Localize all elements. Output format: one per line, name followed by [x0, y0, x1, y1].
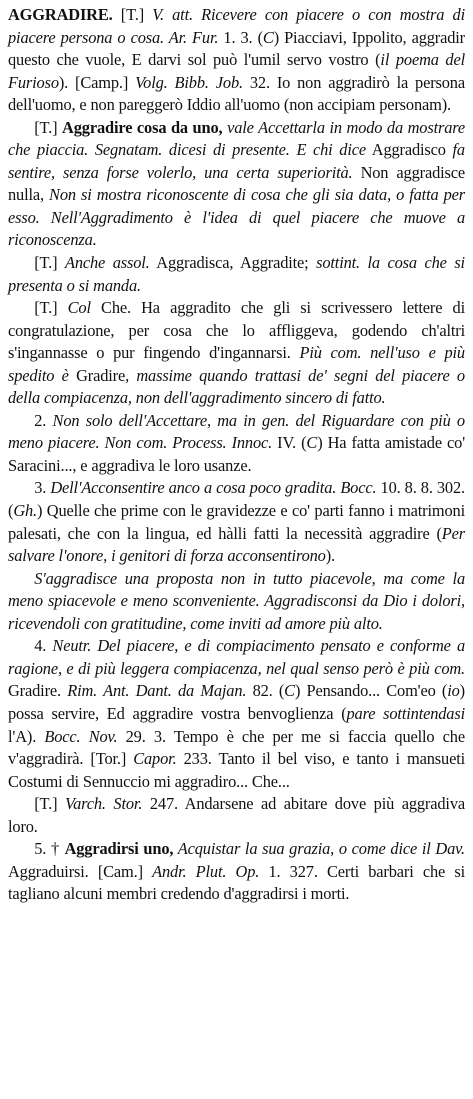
italic-text: Rim. Ant. Dant. da Majan.	[67, 681, 247, 701]
italic-text: il poema del Furioso	[8, 50, 465, 92]
entry-paragraph-4	[8, 297, 465, 410]
body-text: ) Pensando... Com'eo (	[294, 681, 448, 701]
italic-text: Anche assol.	[64, 253, 150, 273]
italic-text: Andr. Plut. Op.	[152, 861, 260, 881]
body-text: 247. Andarsene ad abitare dove più aggradiva loro.	[8, 794, 465, 836]
italic-text: S'aggradisce una proposta non in tutto piacevole, ma come la meno spiacevole e meno sconveniente. Aggradisconsi da Dio i dolori, ricevendoli con gratitudine, come inviti ad amore più alto.	[8, 568, 465, 633]
italic-text: Dell'Acconsentire anco a cosa poco gradita. Bocc.	[50, 478, 377, 498]
headword-text: Aggradirsi uno,	[64, 839, 174, 859]
italic-text: fa sentire, senza forse volerlo, una certa superiorità.	[8, 140, 465, 182]
body-text: 1. 3. (	[218, 27, 263, 47]
italic-text: V. att. Ricevere con piacere o con mostra di piacere persona o cosa. Ar. Fur.	[8, 5, 465, 47]
body-text: ) Piacciavi, Ippolito, aggradir questo che vuole, E darvi sol può l'umil servo vostro (	[8, 27, 465, 70]
body-text: [T.]	[34, 253, 65, 273]
italic-text: C	[306, 433, 318, 453]
body-text: 32. Io non aggradirò la persona dell'uomo, e non pareggerò Iddio all'uomo (non accipiam personam).	[8, 72, 465, 115]
italic-text: Col	[67, 298, 91, 318]
body-text: [T.]	[34, 298, 68, 318]
body-text: [T.]	[34, 794, 66, 814]
body-text: Che. Ha aggradito che gli si scrivessero lettere di congratulazione, per cosa che lo affliggeva, godendo ch'altri s'ingannasse o pur fingendo d'ingannarsi.	[8, 298, 465, 363]
body-text: [T.]	[34, 117, 63, 137]
italic-text: C	[262, 27, 274, 47]
body-text: 10. 8. 8. 302. (	[8, 478, 465, 521]
italic-text: Varch. Stor.	[65, 794, 143, 814]
body-text: ).	[325, 546, 335, 566]
body-text: 4.	[34, 636, 53, 656]
entry-paragraph-1	[8, 4, 465, 117]
body-text: Aggraduirsi. [Cam.]	[8, 861, 153, 881]
entry-paragraph-7	[8, 568, 465, 636]
entry-paragraph-6	[8, 477, 465, 567]
body-text: ) possa servire, Ed aggradire vostra benvoglienza (	[8, 681, 465, 723]
body-text: IV. (	[272, 433, 307, 453]
italic-text: Non si mostra riconoscente di cosa che gli sia data, o fatta per esso. Nell'Aggradimento è l'idea di quel piacere che muove a riconoscenza.	[8, 185, 465, 250]
italic-text: Per salvare l'onore, i genitori di forza acconsentirono	[8, 523, 465, 566]
body-text: Gradire,	[68, 365, 137, 385]
italic-text: Bocc. Nov.	[44, 726, 118, 746]
body-text: Aggradisca, Aggradite;	[149, 253, 317, 273]
body-text: ) Ha fatta amistade co' Saracini..., e aggradiva le loro usanze.	[8, 433, 465, 475]
entry-paragraph-9	[8, 793, 465, 838]
body-text: ) Quelle che prime con le gravidezze e co' parti fanno i matrimoni palesati, che con la lingua, ed hàlli fatti la necessità aggradire (	[8, 501, 465, 543]
body-text: 5. †	[34, 839, 65, 859]
entry-paragraph-3	[8, 252, 465, 297]
entry-paragraph-10	[8, 838, 465, 906]
italic-text: C	[284, 681, 295, 701]
italic-text: Non solo dell'Accettare, ma in gen. del Riguardare con più o meno piacere. Non com. Process. Innoc.	[8, 410, 465, 453]
headword-text: Aggradire cosa da uno,	[62, 117, 223, 137]
body-text: [T.]	[112, 5, 153, 24]
italic-text: massime quando trattasi de' segni del piacere o della compiacenza, non dell'aggradimento sincero di fatto.	[8, 365, 465, 408]
body-text: l'A).	[8, 726, 45, 746]
body-text: 1. 327. Certi barbari che si tagliano alcuni membri credendo d'aggradirsi i morti.	[8, 861, 465, 904]
italic-text: io	[447, 681, 460, 701]
body-text: 82. (	[246, 681, 285, 701]
body-text: 3.	[34, 478, 51, 498]
italic-text: Acquistar la sua grazia, o come dice il Dav.	[173, 839, 465, 859]
entry-paragraph-5	[8, 410, 465, 478]
italic-text: Gh.	[13, 501, 37, 521]
italic-text: vale Accettarla in modo da mostrare che piaccia. Segnatam. dicesi di presente. E chi dice	[8, 117, 465, 160]
italic-text: Più com. nell'uso e più spedito è	[8, 343, 465, 385]
italic-text: pare sottintendasi	[346, 703, 465, 723]
italic-text: Capor.	[133, 749, 177, 769]
italic-text: Volg. Bibb. Job.	[135, 72, 243, 92]
body-text: Aggradisco	[365, 140, 453, 160]
entry-paragraph-2	[8, 117, 465, 252]
body-text: ). [Camp.]	[58, 72, 136, 92]
headword-text: AGGRADIRE.	[8, 5, 113, 24]
body-text: 233. Tanto il bel viso, e tanto i mansueti Costumi di Sennuccio mi aggradiro... Che...	[8, 749, 466, 791]
italic-text: sottint. la cosa che si presenta o si manda.	[8, 253, 465, 295]
entry-paragraph-8	[8, 635, 465, 793]
italic-text: Neutr. Del piacere, e di compiacimento pensato e conforme a ragione, e di più leggera compiacenza, nel qual senso però è più com.	[8, 636, 465, 678]
body-text: 29. 3. Tempo è che per me si faccia quello che v'aggradirà. [Tor.]	[8, 726, 465, 769]
body-text: 2.	[34, 410, 53, 430]
body-text: Gradire.	[8, 681, 68, 701]
body-text: Non aggradisce nulla,	[8, 162, 465, 205]
